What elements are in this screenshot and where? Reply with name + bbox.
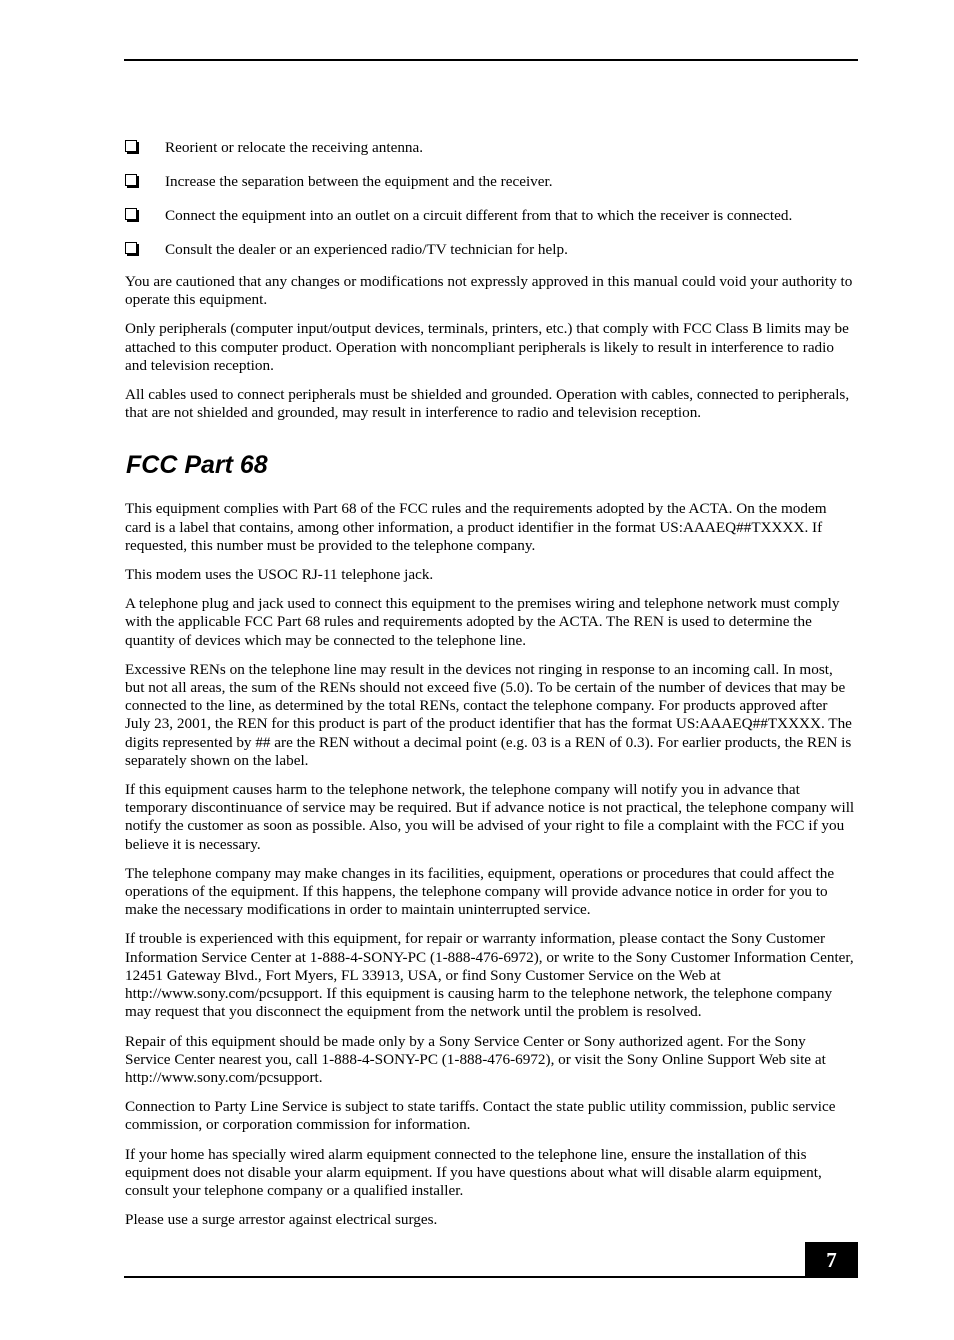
body-paragraph: This equipment complies with Part 68 of the FCC rules and the requirements adopted by the ACTA. On the modem card is a label that contains, among other information, a product identifier in the format US:AAAEQ##TXXXX. If requested, this number must be provided to the telephone company. <box>125 500 827 554</box>
body-paragraph: You are cautioned that any changes or modifications not expressly approved in this manual could void your authority to operate this equipment. <box>125 273 853 309</box>
checkbox-item-text: Reorient or relocate the receiving antenna. <box>165 139 424 156</box>
checkbox-list <box>125 139 855 259</box>
page-content <box>125 139 855 1240</box>
body-paragraph: If trouble is experienced with this equipment, for repair or warranty information, please contact the Sony Customer Information Service Center at 1-888-4-SONY-PC (1-888-476-6972), or write to the Sony Customer Information Center, 12451 Gateway Blvd., Fort Myers, FL 33913, USA, or find Sony Customer Service on the Web at http://www.sony.com/pcsupport. If this equipment is causing harm to the telephone network, the telephone company may request that you disconnect the equipment from the network until the problem is resolved. <box>125 930 854 1021</box>
checkbox-icon <box>125 140 137 152</box>
checkbox-item <box>125 139 855 157</box>
body-paragraph: If your home has specially wired alarm equipment connected to the telephone line, ensure the installation of this equipment does not disable your alarm equipment. If you have questions about what will disable alarm equipment, consult your telephone company or a qualified installer. <box>125 1145 822 1199</box>
checkbox-icon <box>125 174 137 186</box>
body-paragraph: Connection to Party Line Service is subject to state tariffs. Contact the state public utility commission, public service commission, or corporation commission for information. <box>125 1098 836 1134</box>
page-number: 7 <box>805 1242 858 1278</box>
footer-rule <box>124 1276 858 1278</box>
body-paragraph: This modem uses the USOC RJ-11 telephone jack. <box>125 566 434 584</box>
body-paragraph: If this equipment causes harm to the telephone network, the telephone company will notify you in advance that temporary discontinuance of service may be required. But if advance notice is not practical, the telephone company will notify the customer as soon as possible. Also, you will be advised of your right to file a complaint with the FCC if you believe it is necessary. <box>125 781 855 853</box>
body-paragraph: Excessive RENs on the telephone line may result in the devices not ringing in response to an incoming call. In most, but not all areas, the sum of the RENs should not exceed five (5.0). To be certain of the number of devices that may be connected to the line, as determined by the total RENs, contact the telephone company. For products approved after July 23, 2001, the REN for this product is part of the product identifier that has the format US:AAAEQ##TXXXX. The digits represented by ## are the REN without a decimal point (e.g. 03 is a REN of 0.3). For earlier products, the REN is separately shown on the label. <box>125 660 852 769</box>
body-paragraph: Please use a surge arrestor against electrical surges. <box>125 1211 438 1229</box>
checkbox-item-text: Connect the equipment into an outlet on a circuit different from that to which the receiver is connected. <box>165 207 793 224</box>
body-paragraph: A telephone plug and jack used to connect this equipment to the premises wiring and telephone network must comply with the applicable FCC Part 68 rules and requirements adopted by the ACTA. The REN is used to determine the quantity of devices which may be connected to the telephone line. <box>125 595 840 649</box>
checkbox-item-text: Consult the dealer or an experienced radio/TV technician for help. <box>165 241 568 258</box>
checkbox-icon <box>125 208 137 220</box>
body-paragraph: Only peripherals (computer input/output devices, terminals, printers, etc.) that comply with FCC Class B limits may be attached to this computer product. Operation with noncompliant peripherals is likely to result in interference to radio and television reception. <box>125 320 849 374</box>
checkbox-item <box>125 173 855 191</box>
checkbox-item <box>125 241 855 259</box>
body-paragraph: Repair of this equipment should be made only by a Sony Service Center or Sony authorized agent. For the Sony Service Center nearest you, call 1-888-4-SONY-PC (1-888-476-6972), or visit the Sony Online Support Web site at http://www.sony.com/pcsupport. <box>125 1032 826 1086</box>
checkbox-item-text: Increase the separation between the equipment and the receiver. <box>165 173 553 190</box>
body-paragraph: The telephone company may make changes in its facilities, equipment, operations or procedures that could affect the operations of the equipment. If this happens, the telephone company will provide advance notice in order for you to make the necessary modifications in order to maintain uninterrupted service. <box>125 864 835 919</box>
section-heading: FCC Part 68 <box>126 451 268 480</box>
checkbox-icon <box>125 242 137 254</box>
body-paragraph: All cables used to connect peripherals must be shielded and grounded. Operation with cables, connected to peripherals, that are not shielded and grounded, may result in interference to radio and television reception. <box>125 386 850 422</box>
header-rule <box>124 59 858 61</box>
checkbox-item <box>125 207 855 225</box>
